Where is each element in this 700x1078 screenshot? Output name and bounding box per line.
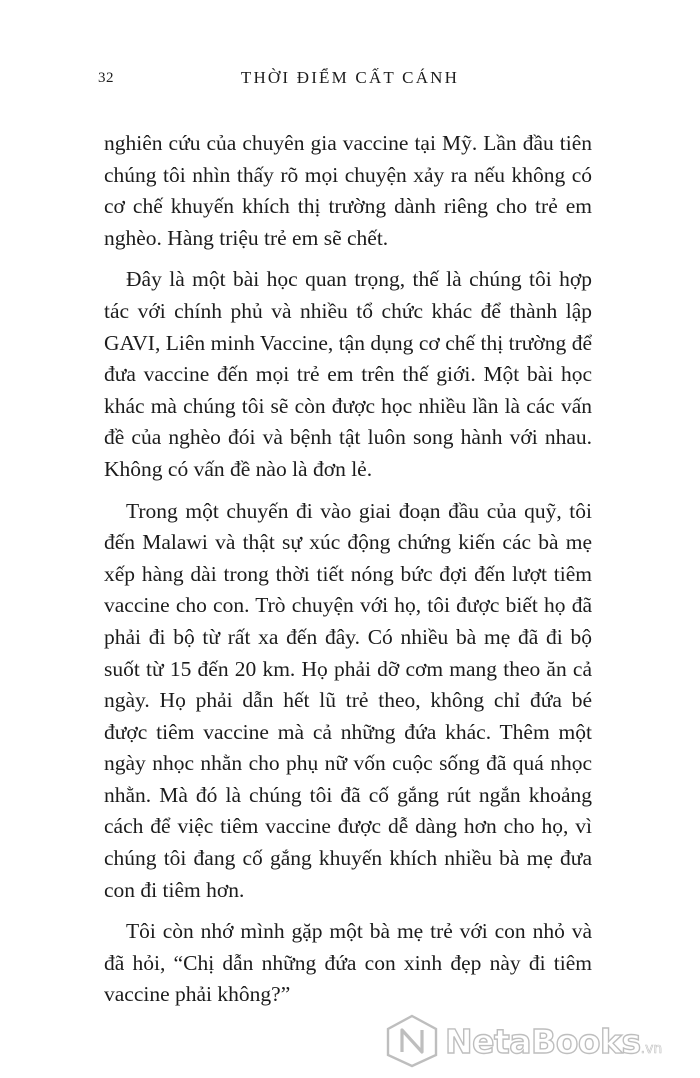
watermark-brand-name: NetaBooks	[445, 1022, 641, 1061]
netabooks-logo-icon	[385, 1014, 439, 1068]
watermark-suffix: .vn	[640, 1041, 663, 1057]
body-text	[104, 128, 592, 1021]
paragraph-2: Đây là một bài học quan trọng, thế là chúng tôi hợp tác với chính phủ và nhiều tổ chức khác để thành lập GAVI, Liên minh Vaccine, tận dụng cơ chế thị trường để đưa vaccine đến mọi trẻ em trên thế giới. Một bài học khác mà chúng tôi sẽ còn được học nhiều lần là các vấn đề của nghèo đói và bệnh tật luôn song hành với nhau. Không có vấn đề nào là đơn lẻ.	[104, 267, 592, 481]
paragraph-1: nghiên cứu của chuyên gia vaccine tại Mỹ. Lần đầu tiên chúng tôi nhìn thấy rõ mọi chuyện xảy ra nếu không có cơ chế khuyến khích thị trường dành riêng cho trẻ em nghèo. Hàng triệu trẻ em sẽ chết.	[104, 131, 592, 250]
watermark-brand	[445, 1022, 662, 1061]
page-number: 32	[98, 70, 114, 86]
running-title: THỜI ĐIỂM CẤT CÁNH	[240, 68, 460, 87]
running-head	[0, 66, 700, 94]
paragraph-3: Trong một chuyến đi vào giai đoạn đầu của quỹ, tôi đến Malawi và thật sự xúc động chứng kiến các bà mẹ xếp hàng dài trong thời tiết nóng bức đợi đến lượt tiêm vaccine cho con. Trò chuyện với họ, tôi được biết họ đã phải đi bộ từ rất xa đến đây. Có nhiều bà mẹ đã đi bộ suốt từ 15 đến 20 km. Họ phải dỡ cơm mang theo ăn cả ngày. Họ phải dẫn hết lũ trẻ theo, không chỉ đứa bé được tiêm vaccine mà cả những đứa khác. Thêm một ngày nhọc nhằn cho phụ nữ vốn cuộc sống đã quá nhọc nhằn. Mà đó là chúng tôi đã cố gắng rút ngắn khoảng cách để việc tiêm vaccine được dễ dàng hơn cho họ, vì chúng tôi đang cố gắng khuyến khích nhiều bà mẹ đưa con đi tiêm hơn.	[104, 498, 592, 902]
paragraph-4: Tôi còn nhớ mình gặp một bà mẹ trẻ với con nhỏ và đã hỏi, “Chị dẫn những đứa con xinh đẹp này đi tiêm vaccine phải không?”	[104, 919, 592, 1007]
watermark	[385, 1014, 695, 1070]
